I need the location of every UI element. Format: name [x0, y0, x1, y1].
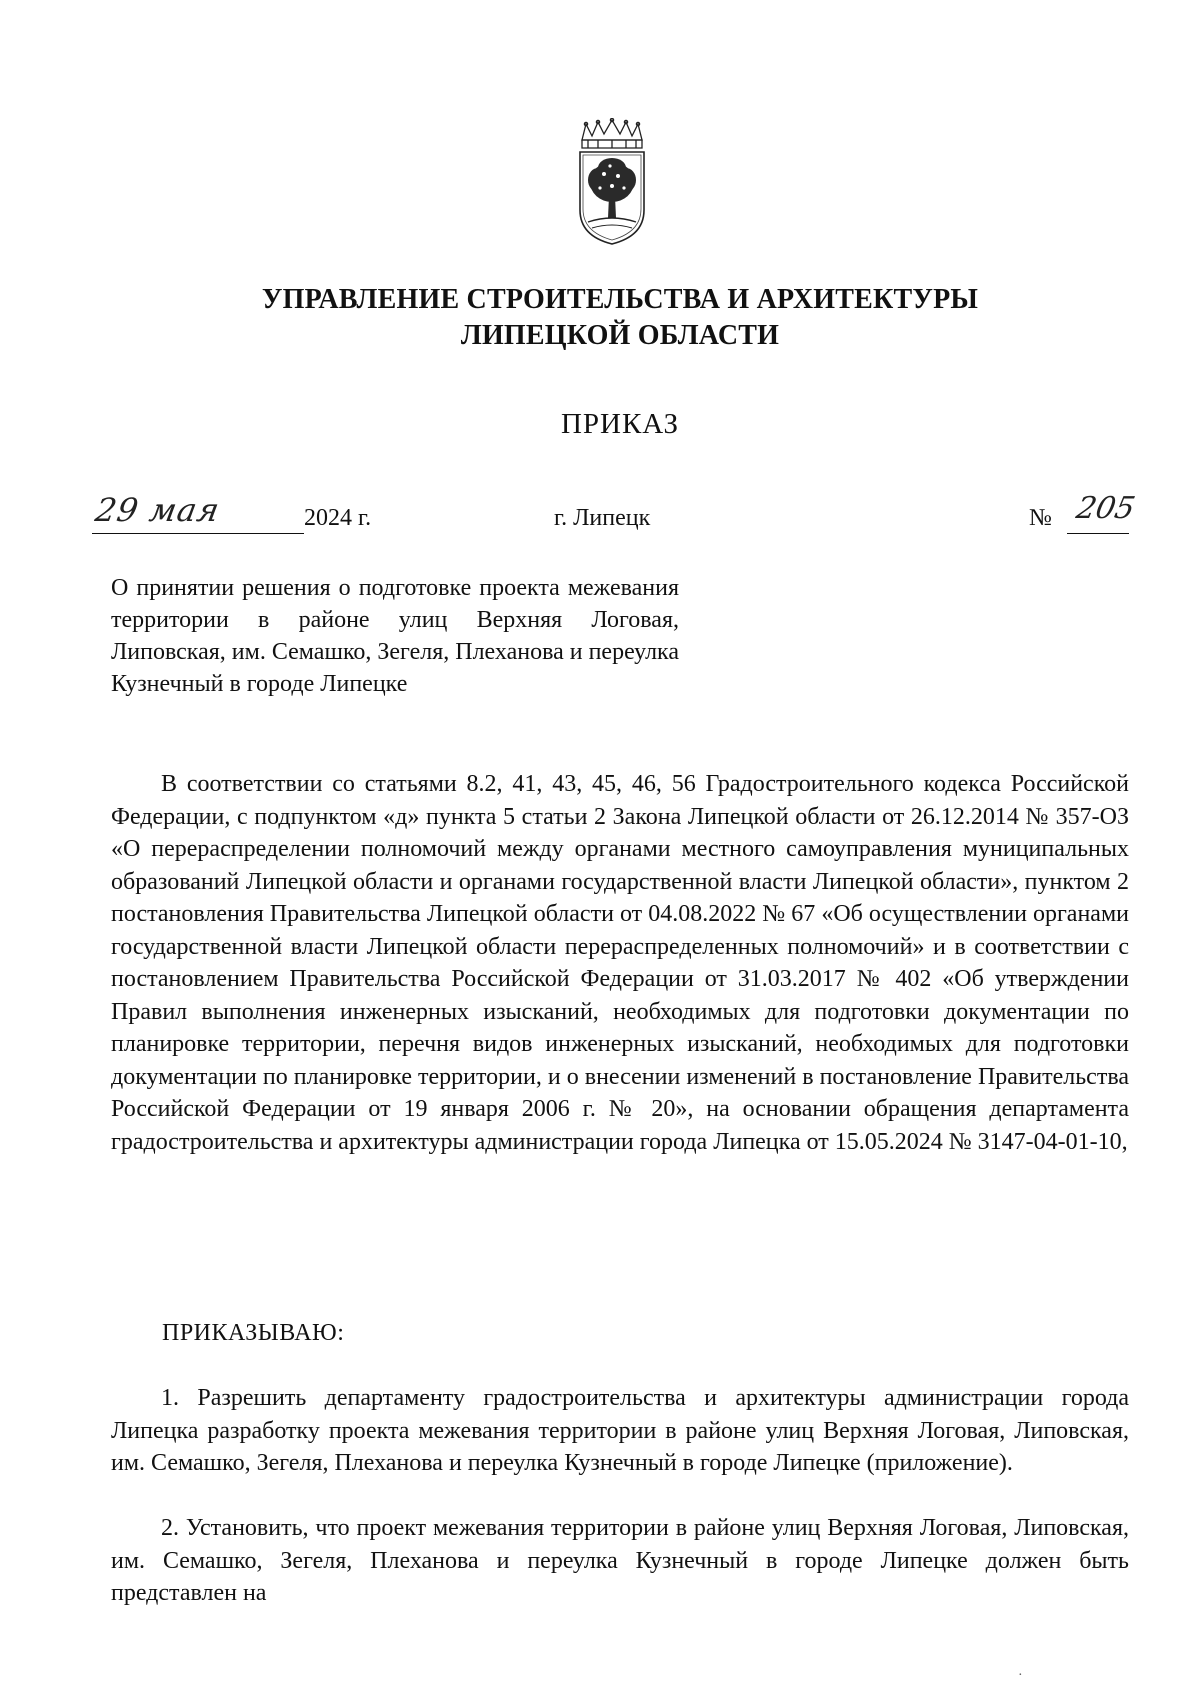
organization-title-line1: УПРАВЛЕНИЕ СТРОИТЕЛЬСТВА И АРХИТЕКТУРЫ: [261, 284, 979, 315]
document-type-title: ПРИКАЗ: [560, 408, 680, 440]
city-name: г. Липецк: [554, 505, 651, 531]
order-word: ПРИКАЗЫВАЮ:: [162, 1320, 345, 1346]
number-sign: №: [1029, 505, 1052, 531]
lipetsk-coat-of-arms-icon: [574, 118, 650, 248]
scan-artifact-mark: ·: [1018, 1668, 1023, 1683]
date-underline: [92, 533, 304, 534]
document-subject: О принятии решения о подготовке проекта межевания территории в районе улиц Верхняя Логовая, Липовская, им. Семашко, Зегеля, Плеханова и переулка Кузнечный в городе Липецке: [111, 575, 680, 697]
order-item-1: 1. Разрешить департаменту градостроительства и архитектуры администрации города Липецка разработку проекта межевания территории в районе улиц Верхняя Логовая, Липовская, им. Семашко, Зегеля, Плеханова и переулка Кузнечный в городе Липецке (приложение).: [111, 1385, 1129, 1476]
number-underline: [1067, 533, 1129, 534]
handwritten-date: 29 мая: [92, 491, 224, 529]
document-meta-row: [92, 491, 1138, 539]
order-item-2: 2. Установить, что проект межевания территории в районе улиц Верхняя Логовая, Липовская, им. Семашко, Зегеля, Плеханова и переулка Кузнечный в городе Липецке должен быть представлен на: [111, 1515, 1129, 1606]
date-year: 2024 г.: [304, 505, 372, 531]
handwritten-document-number: 205: [1073, 491, 1138, 526]
organization-title-line2: ЛИПЕЦКОЙ ОБЛАСТИ: [460, 320, 780, 351]
preamble-paragraph: В соответствии со статьями 8.2, 41, 43, 45, 46, 56 Градостроительного кодекса Российской Федерации, с подпунктом «д» пункта 5 статьи 2 Закона Липецкой области от 26.12.2014 № 357-ОЗ «О перераспределении полномочий между органами местного самоуправления муниципальных образований Липецкой области и органами государственной власти Липецкой области», пунктом 2 постановления Правительства Липецкой области от 04.08.2022 № 67 «Об осуществлении органами государственной власти Липецкой области перераспределенных полномочий» и в соответствии с постановлением Правительства Российской Федерации от 31.03.2017 № 402 «Об утверждении Правил выполнения инженерных изысканий, необходимых для подготовки документации по планировке территории, перечня видов инженерных изысканий, необходимых для подготовки документации по планировке территории, и о внесении изменений в постановление Правительства Российской Федерации от 19 января 2006 г. № 20», на основании обращения департамента градостроительства и архитектуры администрации города Липецка от 15.05.2024 № 3147-04-01-10,: [111, 771, 1129, 1155]
